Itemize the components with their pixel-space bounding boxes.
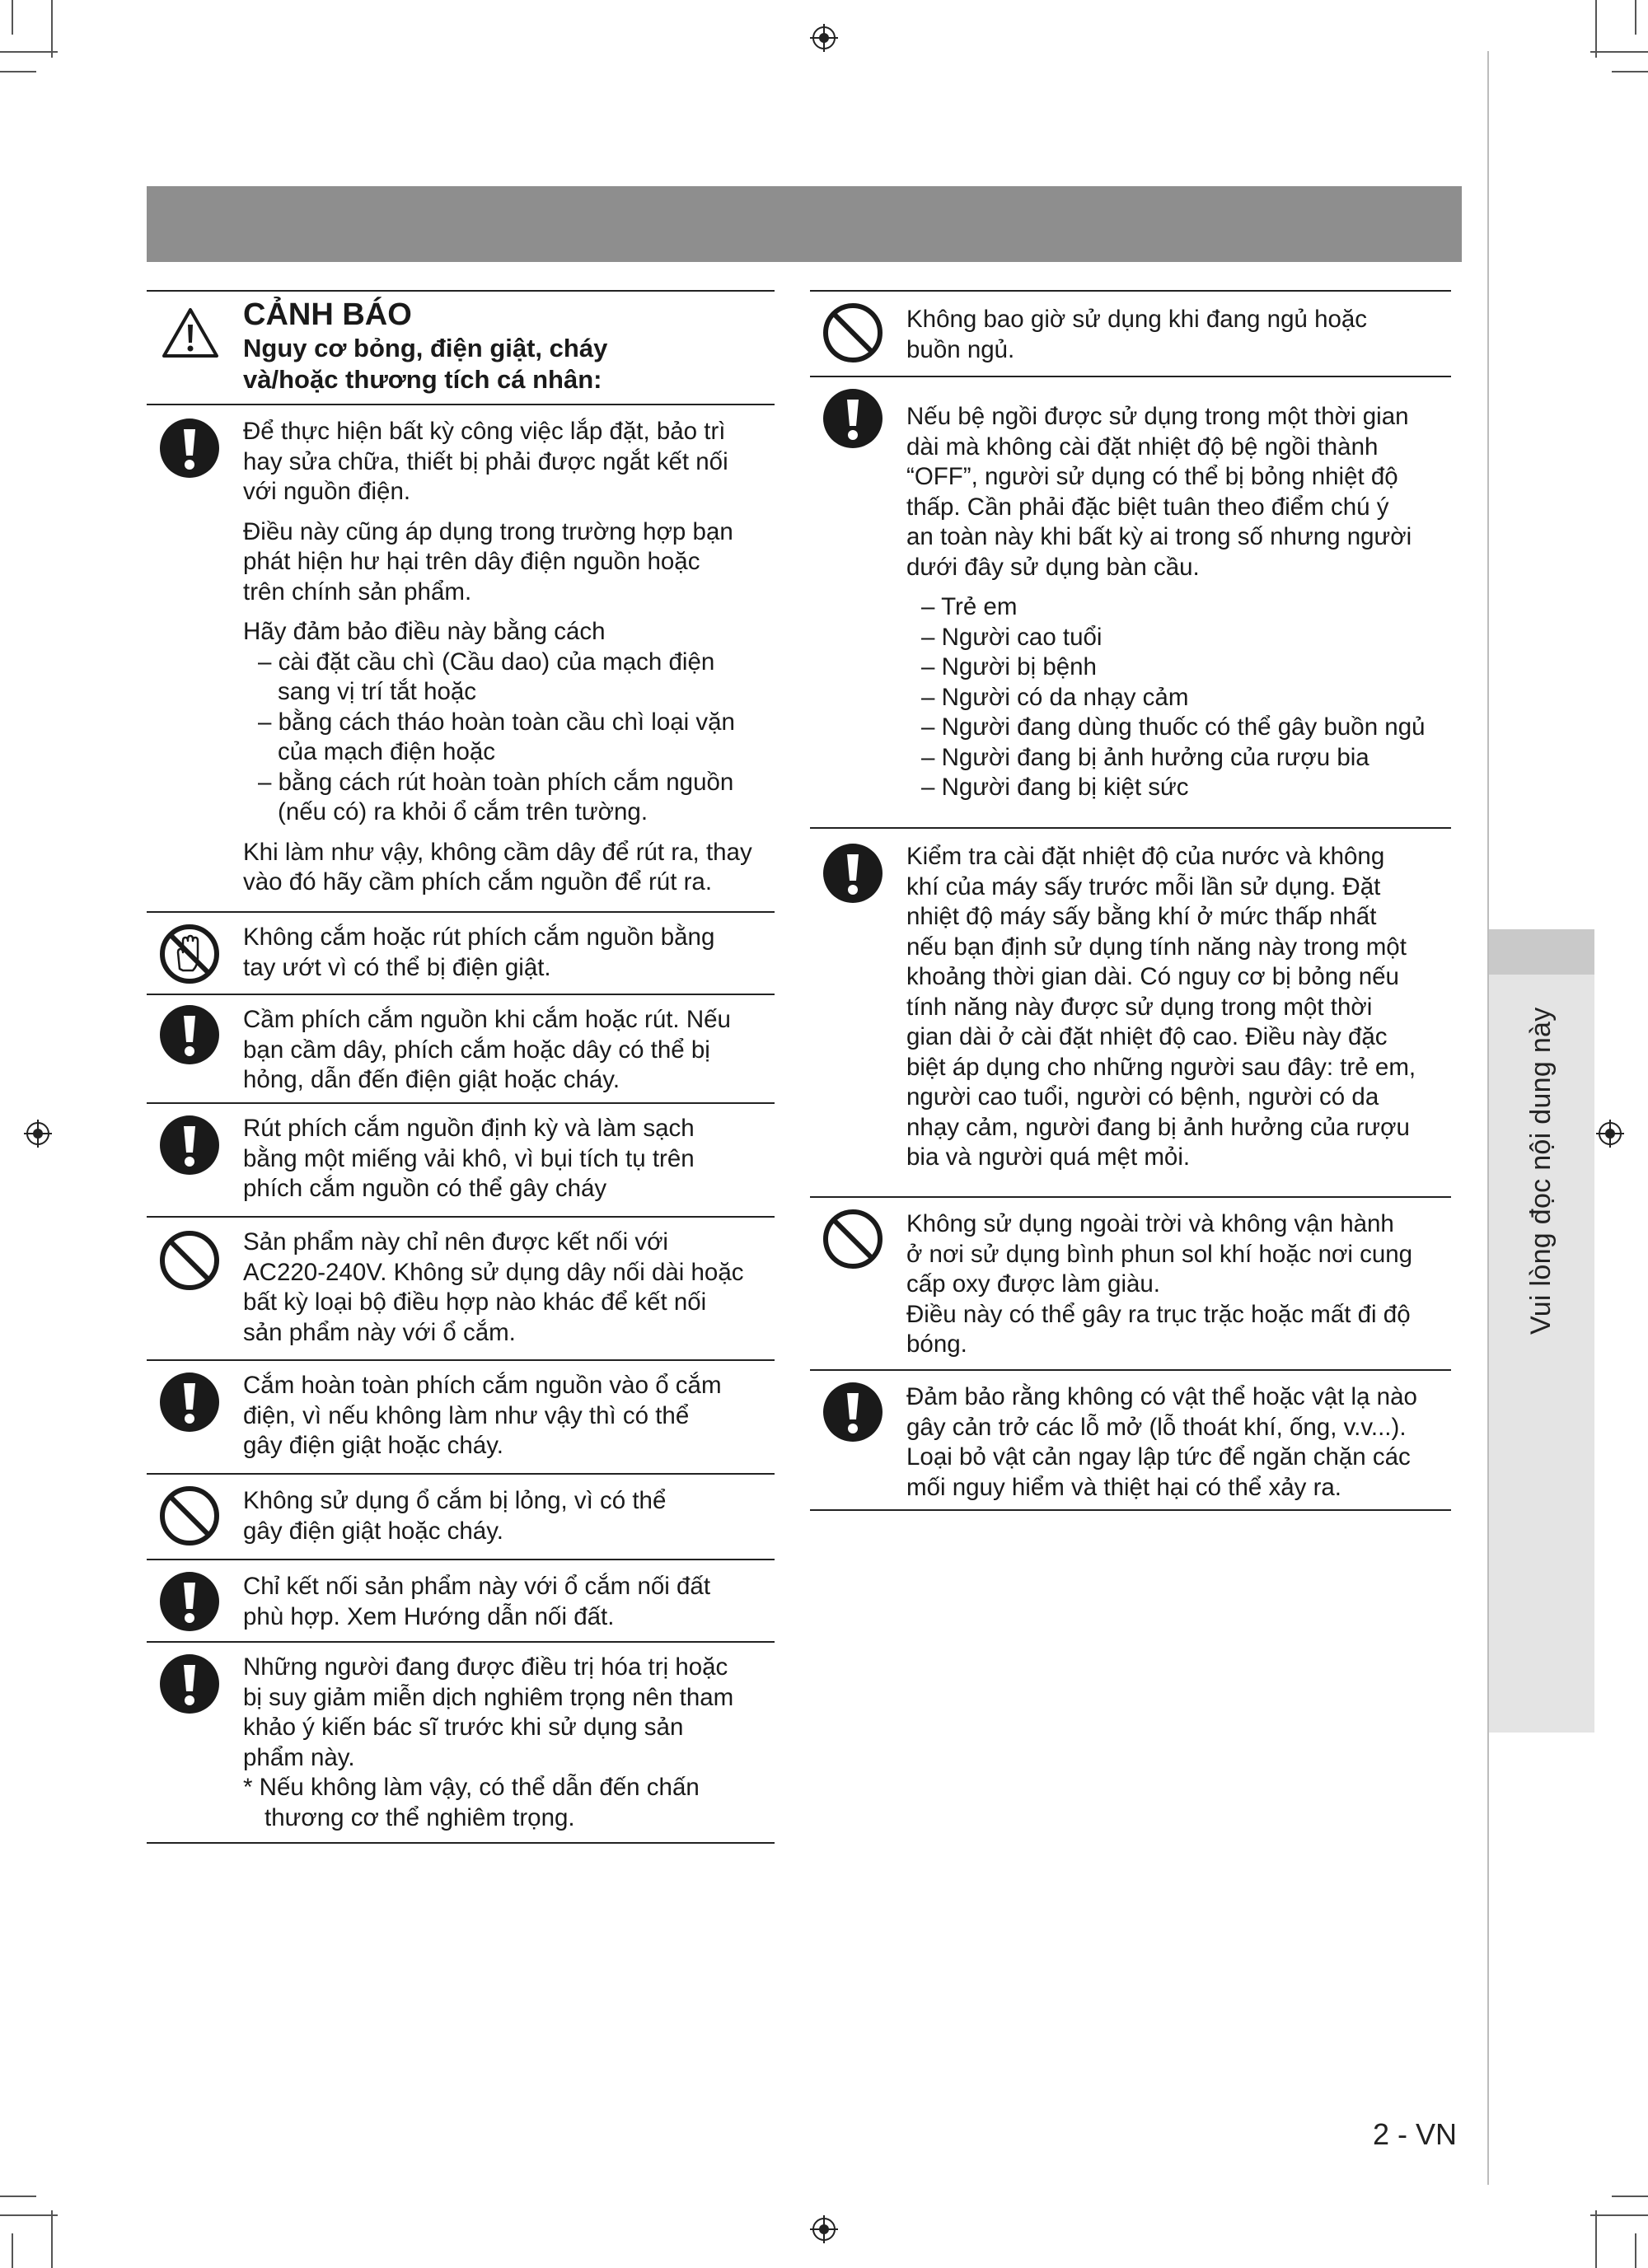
text-line: Rút phích cắm nguồn định kỳ và làm sạch bbox=[243, 1115, 695, 1142]
prohibited-icon bbox=[822, 302, 884, 364]
crop-mark bbox=[1590, 51, 1648, 53]
prohibited-icon bbox=[822, 1208, 884, 1270]
text-line: gian dài ở cài đặt nhiệt độ cao. Điều này đặc bbox=[906, 1023, 1388, 1050]
text-line: phát hiện hư hại trên dây điện nguồn hoặc bbox=[243, 548, 700, 575]
text-line: Không cắm hoặc rút phích cắm nguồn bằng bbox=[243, 924, 715, 951]
text-line: mối nguy hiểm và thiệt hại có thể xảy ra. bbox=[906, 1473, 1341, 1501]
text-line: Không sử dụng ổ cắm bị lỏng, vì có thể bbox=[243, 1487, 667, 1514]
crop-mark bbox=[12, 0, 13, 35]
text-line: hay sửa chữa, thiết bị phải được ngắt kết nối bbox=[243, 447, 728, 475]
warning-item bbox=[147, 405, 775, 913]
text-line: khí của máy sấy trước mỗi lần sử dụng. Đặt bbox=[906, 872, 1381, 900]
text-line: bất kỳ loại bộ điều hợp nào khác để kết nối bbox=[243, 1288, 707, 1316]
mandatory-icon bbox=[158, 417, 221, 479]
text-line: Điều này cũng áp dụng trong trường hợp bạn bbox=[243, 517, 733, 545]
text-line: phù hợp. Xem Hướng dẫn nối đất. bbox=[243, 1602, 615, 1630]
text-line: Điều này có thể gây ra trục trặc hoặc mất đi độ bbox=[906, 1300, 1411, 1328]
warning-item bbox=[147, 913, 775, 995]
text-line: tính năng này được sử dụng trong một thời bbox=[906, 993, 1373, 1021]
no-wet-hands-icon bbox=[158, 923, 221, 985]
warning-item bbox=[810, 1371, 1451, 1511]
crop-mark bbox=[0, 71, 36, 72]
paragraph bbox=[243, 617, 766, 828]
list-item-continued: sang vị trí tắt hoặc bbox=[278, 678, 477, 705]
text-line: trên chính sản phẩm. bbox=[243, 578, 472, 606]
text-line: bóng. bbox=[906, 1330, 967, 1358]
crop-mark bbox=[1635, 0, 1636, 35]
text-line: khoảng thời gian dài. Có nguy cơ bị bỏng nếu bbox=[906, 963, 1399, 990]
text-line: dưới đây sử dụng bàn cầu. bbox=[906, 553, 1200, 581]
text-line: điện, vì nếu không làm như vậy thì có thể bbox=[243, 1401, 690, 1429]
list-item: – Người bị bệnh bbox=[921, 653, 1097, 680]
text-line: người cao tuổi, người có bệnh, người có da bbox=[906, 1083, 1379, 1111]
text-line: Khi làm như vậy, không cầm dây để rút ra, thay bbox=[243, 838, 752, 866]
warning-item bbox=[147, 1104, 775, 1218]
text-line: Cầm phích cắm nguồn khi cắm hoặc rút. Nếu bbox=[243, 1006, 731, 1033]
list-item: – Người cao tuổi bbox=[921, 623, 1103, 651]
warning-item bbox=[147, 1475, 775, 1560]
warning-title: CẢNH BÁO bbox=[243, 297, 412, 332]
list-item: – bằng cách tháo hoàn toàn cầu chì loại vặn bbox=[258, 708, 735, 736]
text-line: “OFF”, người sử dụng có thể bị bỏng nhiệt độ bbox=[906, 463, 1398, 490]
text-line: bị suy giảm miễn dịch nghiêm trọng nên tham bbox=[243, 1683, 734, 1711]
registration-mark-icon bbox=[1596, 1120, 1624, 1148]
text-line: Những người đang được điều trị hóa trị hoặc bbox=[243, 1653, 728, 1681]
crop-mark bbox=[1612, 2196, 1648, 2197]
warning-item bbox=[147, 1560, 775, 1643]
crop-mark bbox=[51, 0, 53, 58]
text-line: dài mà không cài đặt nhiệt độ bệ ngồi thành bbox=[906, 433, 1379, 461]
text-line: tay ướt vì có thể bị điện giật. bbox=[243, 953, 551, 981]
mandatory-icon bbox=[158, 1114, 221, 1176]
prohibited-icon bbox=[158, 1485, 221, 1547]
list-item: – cài đặt cầu chì (Cầu dao) của mạch điện bbox=[258, 648, 715, 676]
text-line: gây điện giật hoặc cháy. bbox=[243, 1517, 503, 1545]
text-line: AC220-240V. Không sử dụng dây nối dài hoặc bbox=[243, 1258, 744, 1286]
crop-mark bbox=[0, 2196, 36, 2197]
list-item: – Người đang dùng thuốc có thể gây buồn ngủ bbox=[921, 713, 1426, 741]
warning-item bbox=[147, 995, 775, 1104]
list-item: – Người đang bị ảnh hưởng của rượu bia bbox=[921, 743, 1369, 771]
text-line: Loại bỏ vật cản ngay lập tức để ngăn chặn các bbox=[906, 1443, 1411, 1471]
registration-mark-icon bbox=[810, 2215, 838, 2243]
text-line: buồn ngủ. bbox=[906, 335, 1015, 363]
text-line: ở nơi sử dụng bình phun sol khí hoặc nơi cung bbox=[906, 1240, 1413, 1268]
prohibited-icon bbox=[158, 1229, 221, 1292]
text-line: với nguồn điện. bbox=[243, 478, 411, 505]
text-line: nhiệt độ máy sấy bằng khí ở mức thấp nhất bbox=[906, 903, 1377, 930]
text-line: vào đó hãy cầm phích cắm nguồn để rút ra. bbox=[243, 868, 713, 896]
footnote-line: * Nếu không làm vậy, có thể dẫn đến chấn bbox=[243, 1774, 700, 1801]
registration-mark-icon bbox=[24, 1120, 52, 1148]
side-tab-label: Vui lòng đọc nội dung này bbox=[1525, 1007, 1557, 1335]
list-item-continued: (nếu có) ra khỏi ổ cắm trên tường. bbox=[278, 798, 648, 825]
warning-item bbox=[810, 290, 1451, 377]
paragraph bbox=[243, 838, 766, 898]
text-line: bằng một miếng vải khô, vì bụi tích tụ trên bbox=[243, 1144, 695, 1172]
crop-mark bbox=[1612, 71, 1648, 72]
text-line: Không sử dụng ngoài trời và không vận hành bbox=[906, 1210, 1394, 1237]
warning-item bbox=[810, 377, 1451, 829]
text-line: Đảm bảo rằng không có vật thể hoặc vật lạ nào bbox=[906, 1383, 1417, 1410]
mandatory-icon bbox=[158, 1570, 221, 1633]
text-line: thấp. Cần phải đặc biệt tuân theo điểm chú ý bbox=[906, 493, 1389, 521]
text-line: gây điện giật hoặc cháy. bbox=[243, 1432, 503, 1459]
warning-item bbox=[810, 1198, 1451, 1371]
text-line: phích cắm nguồn có thể gây cháy bbox=[243, 1175, 607, 1202]
crop-mark bbox=[1635, 2233, 1636, 2268]
right-column bbox=[810, 290, 1451, 1511]
list-item-continued: của mạch điện hoặc bbox=[278, 738, 496, 765]
crop-mark bbox=[12, 2233, 13, 2268]
text-line: khảo ý kiến bác sĩ trước khi sử dụng sản bbox=[243, 1714, 684, 1741]
footnote-line: thương cơ thể nghiêm trọng. bbox=[265, 1803, 575, 1831]
list-item: – bằng cách rút hoàn toàn phích cắm nguồn bbox=[258, 768, 734, 796]
mandatory-icon bbox=[822, 842, 884, 905]
text-line: Sản phẩm này chỉ nên được kết nối với bbox=[243, 1228, 668, 1256]
text-line: an toàn này khi bất kỳ ai trong số nhưng người bbox=[906, 523, 1412, 550]
mandatory-icon bbox=[822, 387, 884, 450]
warning-header bbox=[147, 290, 775, 405]
crop-mark bbox=[51, 2210, 53, 2268]
text-line: Hãy đảm bảo điều này bằng cách bbox=[243, 618, 606, 645]
text-line: gây cản trở các lỗ mở (lỗ thoát khí, ống, v.v...). bbox=[906, 1413, 1407, 1441]
left-column bbox=[147, 290, 775, 1844]
text-line: Nếu bệ ngồi được sử dụng trong một thời gian bbox=[906, 403, 1409, 430]
list-item: – Người có da nhạy cảm bbox=[921, 683, 1189, 711]
warning-subtitle: Nguy cơ bỏng, điện giật, cháy bbox=[243, 334, 608, 362]
mandatory-icon bbox=[158, 1003, 221, 1066]
paragraph bbox=[243, 517, 766, 608]
paragraph bbox=[243, 417, 766, 507]
text-line: bạn cầm dây, phích cắm hoặc dây có thể bị bbox=[243, 1036, 710, 1064]
crop-mark bbox=[0, 2214, 58, 2216]
text-line: phẩm này. bbox=[243, 1743, 355, 1771]
warning-subtitle: và/hoặc thương tích cá nhân: bbox=[243, 365, 602, 394]
warning-item bbox=[147, 1643, 775, 1844]
warning-item bbox=[147, 1361, 775, 1475]
mandatory-icon bbox=[822, 1381, 884, 1443]
mandatory-icon bbox=[158, 1653, 221, 1715]
registration-mark-icon bbox=[810, 24, 838, 52]
text-line: sản phẩm này với ổ cắm. bbox=[243, 1318, 516, 1346]
text-line: nếu bạn định sử dụng tính năng này trong một bbox=[906, 933, 1407, 961]
warning-triangle-icon bbox=[162, 306, 219, 359]
text-line: hỏng, dẫn đến điện giật hoặc cháy. bbox=[243, 1066, 620, 1093]
crop-mark bbox=[1595, 0, 1597, 58]
header-bar bbox=[147, 186, 1462, 262]
text-line: Để thực hiện bất kỳ công việc lắp đặt, bảo trì bbox=[243, 418, 726, 445]
list-item: – Trẻ em bbox=[921, 593, 1018, 620]
text-line: biệt áp dụng cho những người sau đây: trẻ em, bbox=[906, 1053, 1416, 1081]
list-item: – Người đang bị kiệt sức bbox=[921, 774, 1189, 801]
text-line: Cắm hoàn toàn phích cắm nguồn vào ổ cắm bbox=[243, 1372, 722, 1399]
text-line: bia và người quá mệt mỏi. bbox=[906, 1143, 1191, 1171]
crop-mark bbox=[1595, 2210, 1597, 2268]
mandatory-icon bbox=[158, 1371, 221, 1433]
crop-mark bbox=[1590, 2214, 1648, 2216]
text-line: Kiểm tra cài đặt nhiệt độ của nước và không bbox=[906, 843, 1385, 870]
text-line: Chỉ kết nối sản phẩm này với ổ cắm nối đất bbox=[243, 1573, 711, 1600]
crop-mark bbox=[0, 51, 58, 53]
text-line: Không bao giờ sử dụng khi đang ngủ hoặc bbox=[906, 306, 1368, 333]
warning-item bbox=[810, 829, 1451, 1198]
page-number: 2 - VN bbox=[1373, 2117, 1458, 2151]
warning-item bbox=[147, 1218, 775, 1361]
text-line: cấp oxy được làm giàu. bbox=[906, 1270, 1161, 1298]
text-line: nhạy cảm, người đang bị ảnh hưởng của rượu bbox=[906, 1113, 1410, 1141]
